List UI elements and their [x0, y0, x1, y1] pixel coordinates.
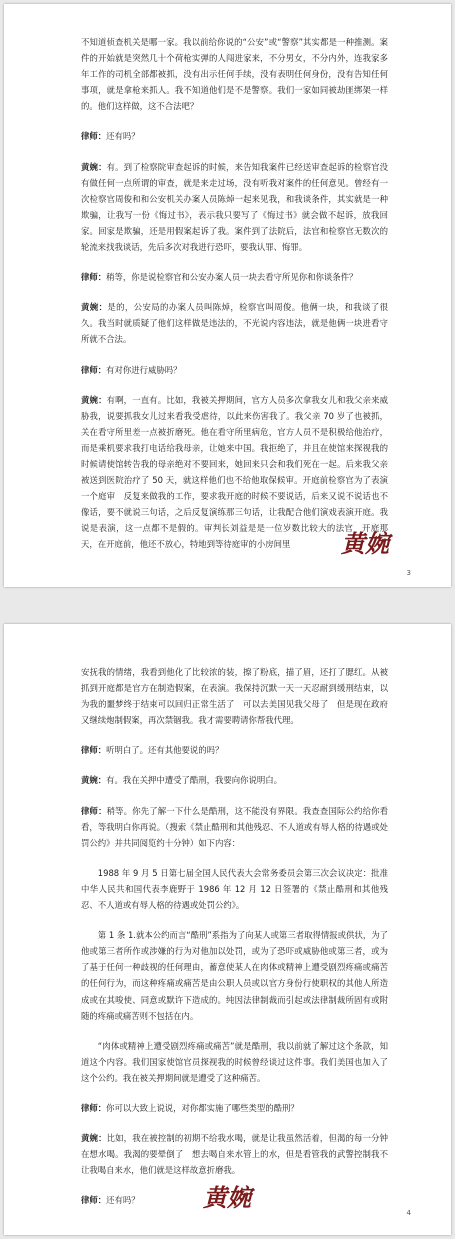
paragraph-text: 听明白了。还有其他要说的吗？ — [106, 745, 224, 756]
speaker-label: 律师： — [81, 745, 107, 756]
document-page-4 — [4, 624, 451, 1235]
paragraph-text: 比如，我在被控制的初期不给我水喝，就是让我虽然活着，但渴的每一分钟在想水喝。我渴的要晕倒了 想去喝自来水管上的水，但是看管我的武警控制我不让我喝自来水，他们就是这样故意折磨我。 — [81, 1133, 389, 1176]
paragraph-text: 还有吗？ — [106, 131, 140, 142]
paragraph-text: 是的，公安局的办案人员叫陈焯，检察官叫周俊。他俩一块，和我谈了很久。我当时就质疑了他们这样做是违法的，不光说内容违法，就是他俩一块进看守所就不合法。 — [81, 302, 389, 345]
speaker-label: 律师： — [81, 131, 107, 142]
paragraph-text: 1988 年 9 月 5 日第七届全国人民代表大会常务委员会第三次会议决定：批准中华人民共和国代表李鹿野于 1986 年 12 月 12 日签署的《禁止酷刑和其他残忍、不人道或有辱人格的待遇或处罚公约》。 — [81, 867, 388, 911]
paragraph — [81, 269, 388, 285]
paragraph-text: 你可以大致上说说，对你都实施了哪些类型的酷刑？ — [106, 1102, 299, 1113]
page-number: 3 — [406, 569, 411, 577]
page-number: 4 — [406, 1209, 411, 1217]
speaker-label: 律师： — [81, 364, 107, 375]
paragraph — [81, 664, 388, 728]
speaker-label: 黄婉： — [81, 161, 107, 172]
paragraph — [81, 34, 388, 114]
handwritten-signature: 黄婉 — [203, 1183, 251, 1212]
speaker-label: 律师： — [81, 805, 107, 816]
paragraph — [81, 1100, 388, 1116]
paragraph-text: 不知道侦查机关是哪一家。我以前给你说的“公安”或“警察”其实都是一种推测。案件的开始就是突然几十个荷枪实弹的人闯进家来，不分男女，不分内外，连我家多年工作的司机全部都被抓，没有出示任何手续，没有表明任何身份，没有告知任何事项，就是拿枪来抓人。我不知道他们是不是警察。我们一家如同被劫匪绑架一样的。他们这样做，这不合法吧？ — [81, 37, 388, 112]
paragraph — [81, 299, 388, 347]
paragraph — [81, 865, 388, 913]
paragraph — [81, 128, 388, 144]
paragraph-text: 第 1 条 1.就本公约而言“酷刑”系指为了向某人或第三者取得情报或供状，为了他或第三者所作或涉嫌的行为对他加以处罚，或为了恐吓或威胁他或第三者，或为了基于任何一种歧视的任何理由，蓄意使某人在肉体或精神上遭受剧烈疼痛或痛苦的任何行为，而这种疼痛或痛苦是由公职人员或以官方身份行使职权的其他人所造成或在其唆使、同意或默许下造成的。纯因法律制裁而引起或法律制裁所固有或附随的疼痛或痛苦则不包括在内。 — [81, 930, 388, 1021]
paragraph — [81, 362, 388, 378]
paragraph — [81, 1038, 388, 1086]
speaker-label: 律师： — [81, 1195, 107, 1206]
page-3-content — [81, 34, 388, 567]
speaker-label: 黄婉： — [81, 775, 107, 786]
paragraph — [81, 927, 388, 1024]
paragraph-text: 还有吗？ — [106, 1195, 140, 1206]
paragraph-text: 有对你进行威胁吗？ — [106, 364, 182, 375]
paragraph — [81, 772, 388, 788]
paragraph — [81, 803, 388, 851]
page-4-content — [81, 664, 388, 1222]
paragraph-text: “肉体或精神上遭受剧烈疼痛或痛苦”就是酷刑，我以前就了解过这个条款，知道这个内容。我们国家使馆官员探视我的时候曾经谈过这件事。我们美国也加入了这个公约。我在被关押期间就是遭受了这种痛苦。 — [81, 1040, 388, 1083]
speaker-label: 律师： — [81, 272, 107, 283]
paragraph-text: 有啊，一直有。比如，我被关押期间，官方人员多次拿我女儿和我父亲来威胁我，说要抓我女儿过来看我受虐待，以此来伤害我了。我父亲 70 岁了也被抓，关在看守所里差一点被折磨死。他在看守所里病危，官方人员不是积极给他治疗，而是乘机要求我打电话给我母亲，让她来中国。我拒绝了，并且在使馆来探视我的时候请使馆转告我的母亲绝对不要回来，她回来只会和我们死在一起。后来我父亲被送到医院治疗了 50 天，就这样他们也不给他取保候审。开庭前检察官为了表演一个庭审 反复来做我的工作，要求我开庭的时候不要说话，后来又说不说话也不像话，要不就说三句话，之后反复演练那三句话，让我配合他们演戏表演开庭。我说是表演，这一点都不是假的。审判长刘益是是一位岁数比较大的法官 开庭那天，在开庭前，他还不放心，特地到等待庭审的小房间里 — [81, 394, 389, 550]
paragraph-text: 有。我在关押中遭受了酷刑，我要向你说明白。 — [106, 775, 282, 786]
paragraph-text: 稍等，你是说检察官和公安办案人员一块去看守所见你和你谈条件？ — [106, 272, 358, 283]
speaker-label: 黄婉： — [81, 394, 107, 405]
document-page-3 — [4, 4, 451, 587]
handwritten-signature: 黄婉 — [341, 529, 389, 558]
paragraph — [81, 159, 388, 256]
paragraph-text: 有。到了检察院审查起诉的时候，来告知我案件已经送审查起诉的检察官没有做任何一点所谓的审查，就是来走过场，没有听我对案件的任何意见。曾经有一次检察官周俊和和公安机关办案人员陈焯一起来见我，和我谈条件，其实就是一种欺骗，让我写一份《悔过书》，表示我只要写了《悔过书》就会做不起诉，放我回家。回家是欺骗，还是用假案起诉了我。案件到了法院后，法官和检察官无数次的轮流来找我谈话，先后多次对我进行恐吓，要我认罪、悔罪。 — [81, 161, 389, 253]
paragraph-text: 稍等。你先了解一下什么是酷刑，这不能没有界限。我查查国际公约给你看看，等我明白你再说。（搜索《禁止酷刑和其他残忍、不人道或有辱人格的待遇或处罚公约》并共同阅览约十分钟）如下内容： — [81, 805, 389, 848]
speaker-label: 黄婉： — [81, 302, 108, 313]
speaker-label: 黄婉： — [81, 1133, 107, 1144]
paragraph-text: 安抚我的情绪，我看到他化了比较浓的装，擦了粉底，描了眉，还打了腮红。从被抓到开庭都是官方在制造假案，在表演。我保持沉默一天一天忍耐到缓刑结束，以为我的噩梦终于结束可以回归正常生活了 可以去美国见我父母了 但是现在政府又继续炮制假案，再次禁锢我。我才需要聘请你帮我代理。 — [81, 667, 388, 726]
paragraph — [81, 742, 388, 758]
speaker-label: 律师： — [81, 1102, 107, 1113]
paragraph — [81, 1130, 388, 1178]
